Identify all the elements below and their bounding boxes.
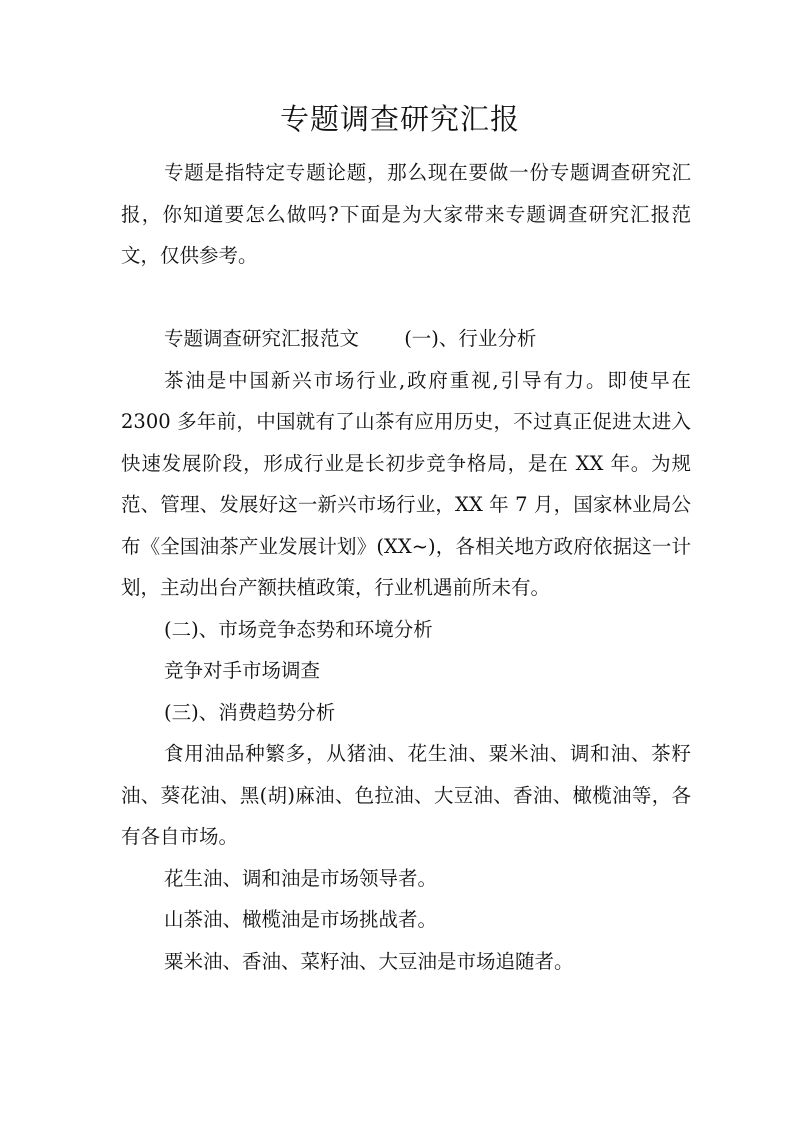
market-challengers-line: 山茶油、橄榄油是市场挑战者。 [164, 908, 438, 931]
market-followers-line: 粟米油、香油、菜籽油、大豆油是市场追随者。 [164, 949, 574, 973]
industry-analysis-paragraph: 茶油是中国新兴市场行业,政府重视,引导有力。即使早在 2300 多年前，中国就有了山茶有应用历史，不过真正促进太进入快速发展阶段，形成行业是长初步竞争格局，是在 XX 年。为规范、管理、发展好这一新兴市场行业，XX 年 7 月，国家林业局公布《全国油茶产业发展计划》(XX~)，各相关地方政府依据这一计划，主动出台产额扶植政策，行业机遇前所未有。 [121, 368, 691, 599]
section-2-subheading: 竞争对手市场调查 [164, 659, 321, 682]
consumption-trend-paragraph: 食用油品种繁多，从猪油、花生油、粟米油、调和油、茶籽油、葵花油、黑(胡)麻油、色拉油、大豆油、香油、橄榄油等，各有各自市场。 [121, 742, 691, 848]
section-2-heading: (二)、市场竞争态势和环境分析 [164, 617, 433, 641]
document-title: 专题调查研究汇报 [279, 102, 520, 136]
section-3-heading: (三)、消费趋势分析 [164, 700, 336, 724]
sample-heading: 专题调查研究汇报范文 (一)、行业分析 [164, 327, 537, 350]
intro-paragraph: 专题是指特定专题论题，那么现在要做一份专题调查研究汇报，你知道要怎么做吗?下面是为大家带来专题调查研究汇报范文，仅供参考。 [121, 161, 691, 267]
document-body [121, 152, 691, 982]
market-leaders-line: 花生油、调和油是市场领导者。 [164, 866, 438, 890]
blank-line [121, 277, 691, 319]
